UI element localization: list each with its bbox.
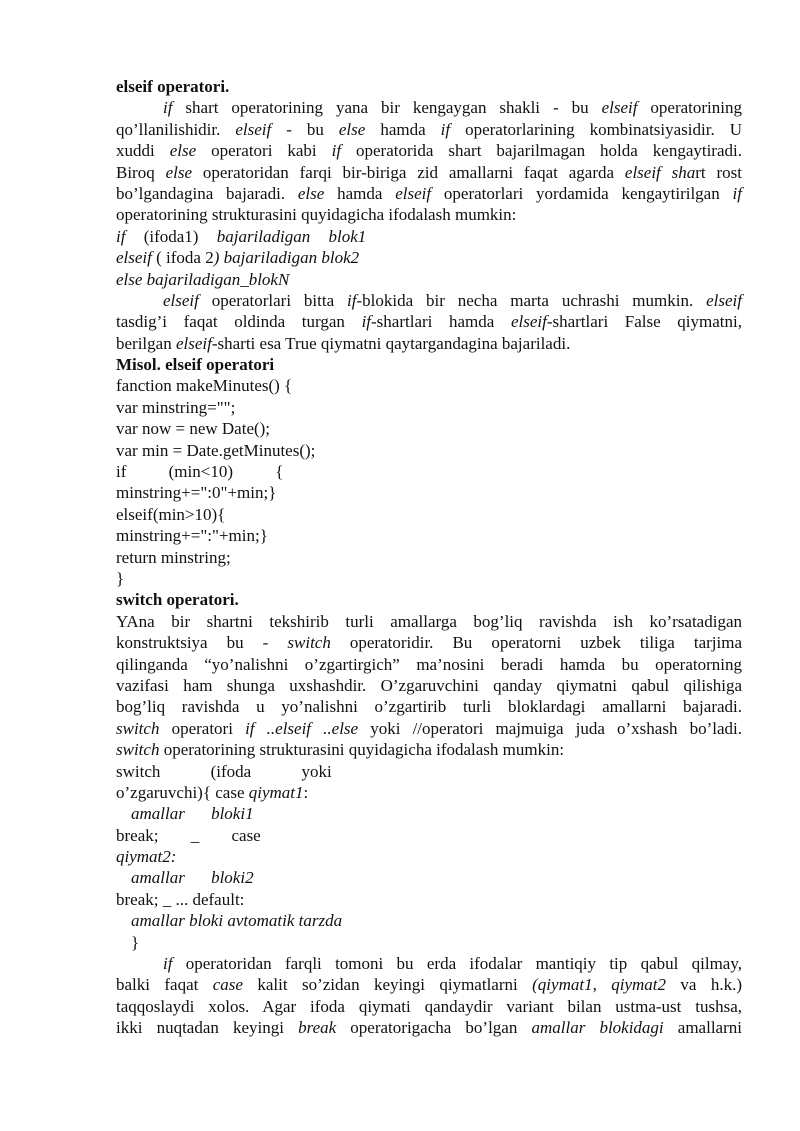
- text-run: switch: [287, 633, 331, 653]
- text-run: operatorlarining kombinatsiyasidir. U: [450, 119, 742, 139]
- document-page: [116, 76, 742, 1039]
- text-run: operatoridir. Bu operatorni uzbek tiliga tarjima: [330, 633, 742, 653]
- text-run: case: [212, 975, 243, 995]
- text-run: qiymat2:: [116, 847, 177, 867]
- text-line: [116, 739, 742, 760]
- text-run: YAna bir shartni tekshirib turli amallarga bog’liq ravishda ish ko’rsatadigan: [116, 611, 742, 631]
- text-line: [116, 547, 742, 568]
- text-run: elseif(min>10){: [116, 504, 226, 524]
- text-line: [116, 953, 742, 974]
- text-line: [116, 418, 742, 439]
- text-line: [116, 119, 742, 140]
- text-run: if: [163, 98, 173, 118]
- text-run: if (min<10) {: [116, 462, 284, 482]
- text-line: [116, 482, 742, 503]
- text-line: [116, 718, 742, 739]
- text-run: va h.k.): [666, 975, 743, 995]
- text-run: rt rost: [695, 162, 742, 182]
- text-run: break; _ case: [116, 825, 261, 845]
- text-run: operatori: [159, 718, 246, 738]
- text-run: operatorlari yordamida kengaytirilgan: [431, 183, 733, 203]
- text-line: [116, 803, 742, 824]
- text-run: elseif: [163, 290, 199, 310]
- text-line: [116, 269, 742, 290]
- text-line: [116, 525, 742, 546]
- text-run: operatorida shart bajarilmagan holda kengaytiradi.: [341, 141, 742, 161]
- text-run: bajariladigan blok1: [216, 226, 367, 246]
- text-line: [116, 846, 742, 867]
- text-run: -shartlari hamda: [371, 312, 511, 332]
- text-line: [116, 290, 742, 311]
- text-run: taqqoslaydi xolos. Agar ifoda qiymati qandaydir variant bilan ustma-ust tushsa,: [116, 996, 742, 1016]
- text-run: elseif: [601, 98, 638, 118]
- text-line: [116, 375, 742, 396]
- text-run: qo’llanilishidir.: [116, 119, 236, 139]
- text-run: qilinganda “yo’nalishni o’zgartirgich” ma’nosini beradi hamda bu operatorning: [116, 654, 742, 674]
- text-line: [116, 333, 742, 354]
- text-line: [116, 354, 742, 375]
- text-line: [116, 910, 742, 931]
- text-run: Misol. elseif operatori: [116, 355, 275, 375]
- text-line: [116, 654, 742, 675]
- text-run: break: [298, 1018, 337, 1038]
- text-line: [116, 761, 742, 782]
- text-run: if: [163, 954, 173, 974]
- text-run: elseif operatori.: [116, 77, 230, 96]
- text-run: kalit so’zidan keyingi qiymatlarni: [242, 975, 533, 995]
- text-run: elseif: [706, 290, 742, 310]
- text-run: amallar bloki2: [131, 868, 254, 888]
- text-run: operatorining strukturasini quyidagicha ifodalash mumkin:: [159, 740, 565, 760]
- text-line: [116, 440, 742, 461]
- text-run: }: [131, 932, 140, 952]
- text-line: [116, 183, 742, 204]
- text-line: [116, 76, 742, 97]
- text-run: shart operatorining yana bir kengaygan shakli - bu: [172, 98, 602, 118]
- text-run: berilgan: [116, 333, 176, 353]
- text-run: ( ifoda 2: [151, 248, 214, 268]
- text-line: [116, 589, 742, 610]
- text-line: [116, 867, 742, 888]
- text-run: if ..elseif ..else: [245, 718, 359, 738]
- text-run: qiymat2: [611, 975, 667, 995]
- text-line: [116, 675, 742, 696]
- text-run: tasdig’i faqat oldinda turgan: [116, 312, 362, 332]
- text-line: [116, 140, 742, 161]
- text-run: elseif: [510, 312, 547, 332]
- text-run: elseif: [116, 248, 152, 268]
- text-run: xuddi: [116, 141, 170, 161]
- text-run: switch: [116, 740, 160, 760]
- text-run: if: [347, 290, 357, 310]
- text-line: [116, 932, 742, 953]
- text-run: - bu: [271, 119, 339, 139]
- text-run: ) bajariladigan blok2: [213, 248, 360, 268]
- text-run: ,: [592, 975, 612, 995]
- text-line: [116, 632, 742, 653]
- text-run: minstring+=":0"+min;}: [116, 483, 277, 503]
- text-line: [116, 311, 742, 332]
- text-run: (qiymat1: [532, 975, 593, 995]
- text-run: ikki nuqtadan keyingi: [116, 1018, 299, 1038]
- text-run: vazifasi ham shunga uxshashdir. O’zgaruvchini qanday qiymatni qabul qilishiga: [116, 675, 742, 695]
- text-run: elseif: [235, 119, 272, 139]
- text-run: qiymat1: [248, 782, 304, 802]
- text-run: if: [732, 183, 742, 203]
- text-run: }: [116, 568, 125, 588]
- text-run: operatorlari bitta: [198, 290, 348, 310]
- text-line: [116, 397, 742, 418]
- text-line: [116, 226, 742, 247]
- text-run: hamda: [365, 119, 441, 139]
- text-run: switch (ifoda yoki: [116, 761, 332, 781]
- text-run: break; _ ... default:: [116, 889, 245, 909]
- text-run: else: [297, 183, 325, 203]
- text-run: switch: [116, 718, 160, 738]
- text-run: elseif sha: [624, 162, 696, 182]
- text-run: elseif: [175, 333, 212, 353]
- text-run: var minstring="";: [116, 397, 236, 417]
- text-run: -blokida bir necha marta uchrashi mumkin.: [356, 290, 707, 310]
- text-run: bo’lgandagina bajaradi.: [116, 183, 298, 203]
- text-run: fanction makeMinutes() {: [116, 376, 293, 396]
- text-run: amallarni: [663, 1018, 742, 1038]
- text-run: operatorining: [637, 98, 742, 118]
- text-line: [116, 247, 742, 268]
- text-run: amallar bloki avtomatik tarzda: [131, 911, 343, 931]
- text-line: [116, 568, 742, 589]
- text-run: amallar bloki1: [131, 804, 254, 824]
- text-line: [116, 204, 742, 225]
- text-line: [116, 889, 742, 910]
- text-line: [116, 97, 742, 118]
- text-run: konstruktsiya bu -: [116, 633, 288, 653]
- text-run: hamda: [324, 183, 396, 203]
- text-run: switch operatori.: [116, 590, 239, 610]
- text-run: minstring+=":"+min;}: [116, 526, 268, 546]
- text-line: [116, 504, 742, 525]
- text-run: operatorigacha bo’lgan: [336, 1018, 532, 1038]
- text-run: if: [361, 312, 372, 332]
- text-run: yoki //operatori majmuiga juda o’xshash bo’ladi.: [358, 718, 742, 738]
- text-run: var now = new Date();: [116, 419, 271, 439]
- text-run: -shartlari False qiymatni,: [546, 312, 742, 332]
- text-line: [116, 696, 742, 717]
- text-run: o’zgaruvchi){ case: [116, 782, 249, 802]
- text-line: [116, 461, 742, 482]
- text-run: -sharti esa True qiymatni qaytargandagina bajariladi.: [211, 333, 571, 353]
- text-line: [116, 825, 742, 846]
- text-run: else: [165, 162, 193, 182]
- text-run: :: [303, 782, 309, 802]
- text-run: else: [169, 141, 197, 161]
- text-line: [116, 162, 742, 183]
- text-run: else bajariladigan_blokN: [116, 269, 290, 289]
- text-line: [116, 782, 742, 803]
- text-run: Biroq: [116, 162, 166, 182]
- text-line: [116, 974, 742, 995]
- text-line: [116, 996, 742, 1017]
- text-run: else: [338, 119, 366, 139]
- text-run: return minstring;: [116, 547, 231, 567]
- text-run: if: [331, 141, 342, 161]
- text-run: operatorining strukturasini quyidagicha ifodalash mumkin:: [116, 205, 517, 225]
- text-run: if: [116, 226, 126, 246]
- text-run: operatoridan farqi bir-biriga zid amallarni faqat agarda: [192, 162, 625, 182]
- text-run: elseif: [395, 183, 432, 203]
- text-line: [116, 611, 742, 632]
- text-line: [116, 1017, 742, 1038]
- text-run: operatoridan farqli tomoni bu erda ifodalar mantiqiy tip qabul qilmay,: [172, 954, 742, 974]
- text-run: balki faqat: [116, 975, 213, 995]
- text-run: var min = Date.getMinutes();: [116, 440, 316, 460]
- text-run: amallar blokidagi: [531, 1018, 664, 1038]
- text-run: bog’liq ravishda u yo’nalishni o’zgartirib turli bloklardagi amallarni bajaradi.: [116, 697, 742, 717]
- text-run: (ifoda1): [125, 226, 217, 246]
- text-run: operatori kabi: [196, 141, 332, 161]
- text-run: if: [440, 119, 451, 139]
